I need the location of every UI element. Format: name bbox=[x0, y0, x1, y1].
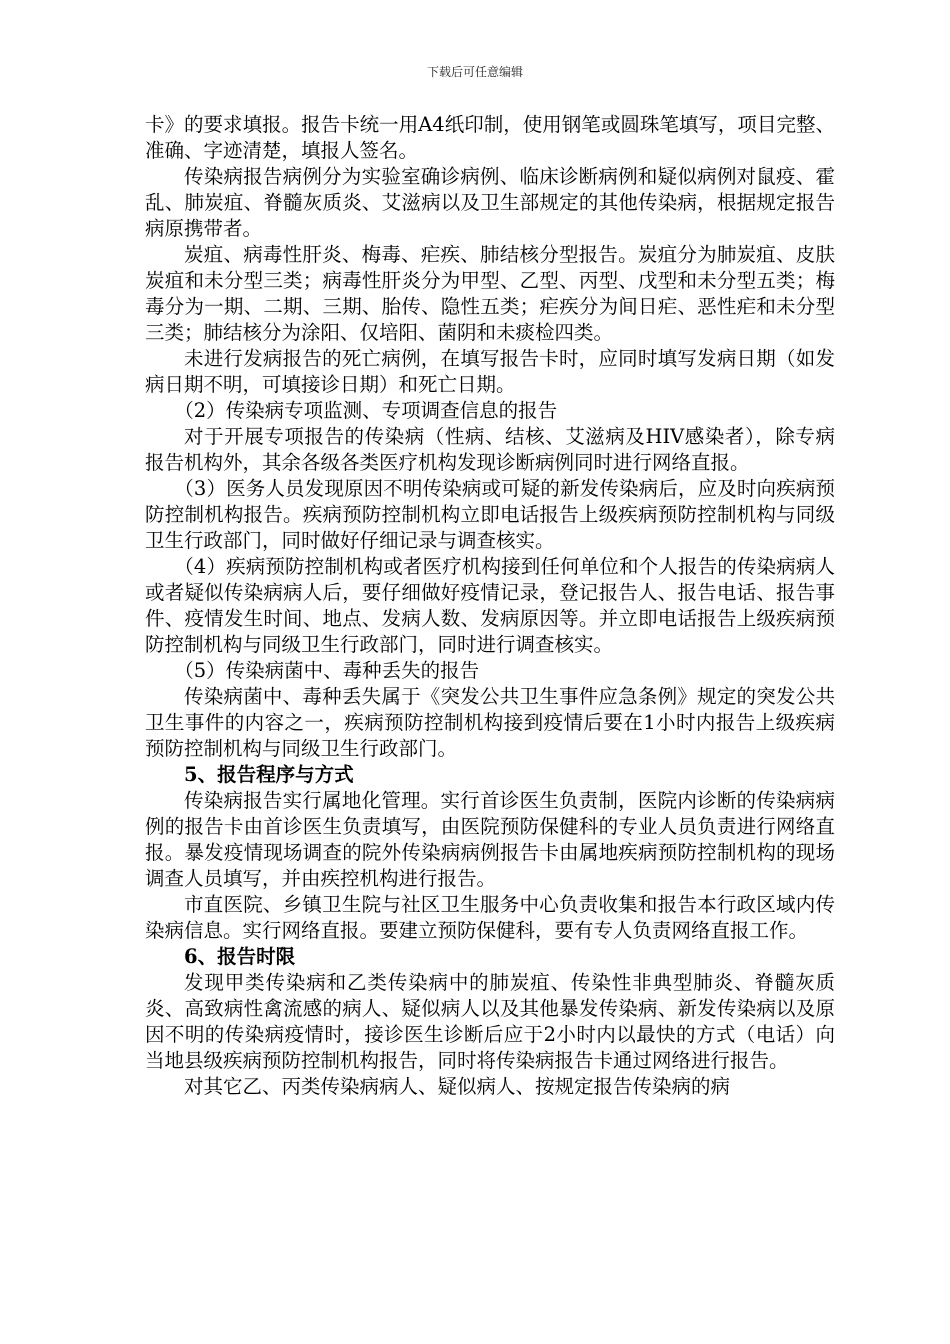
subsection-2-title: （2）传染病专项监测、专项调查信息的报告 bbox=[174, 399, 558, 422]
document-body bbox=[145, 112, 835, 1100]
paragraph-report-card-requirements: 卡》的要求填报。报告卡统一用A4纸印制，使用钢笔或圆珠笔填写，项目完整、准确、字迹清楚，填报人签名。 bbox=[145, 113, 835, 162]
page-header: 下载后可任意编辑 bbox=[426, 65, 523, 79]
paragraph-hospital-responsibility: 市直医院、乡镇卫生院与社区卫生服务中心负责收集和报告本行政区域内传染病信息。实行网络直报。要建立预防保健科，要有专人负责网络直报工作。 bbox=[145, 893, 835, 942]
subsection-4-paragraph: （4）疾病预防控制机构或者医疗机构接到任何单位和个人报告的传染病病人或者疑似传染病病人后，要仔细做好疫情记录，登记报告人、报告电话、报告事件、疫情发生时间、地点、发病人数、发病原因等。并立即电话报告上级疾病预防控制机构与同级卫生行政部门，同时进行调查核实。 bbox=[145, 555, 835, 656]
section-heading-time-limit: 6、报告时限 bbox=[184, 945, 296, 968]
paragraph-class-a-reporting: 发现甲类传染病和乙类传染病中的肺炭疽、传染性非典型肺炎、脊髓灰质炎、高致病性禽流感的病人、疑似病人以及其他暴发传染病、新发传染病以及原因不明的传染病疫情时，接诊医生诊断后应于2小时内以最快的方式（电话）向当地县级疾病预防控制机构报告，同时将传染病报告卡通过网络进行报告。 bbox=[145, 971, 835, 1072]
subsection-5-title: （5）传染病菌中、毒种丢失的报告 bbox=[174, 659, 480, 682]
subsection-3-paragraph: （3）医务人员发现原因不明传染病或可疑的新发传染病后，应及时向疾病预防控制机构报告。疾病预防控制机构立即电话报告上级疾病预防控制机构与同级卫生行政部门，同时做好仔细记录与调查核实。 bbox=[145, 477, 835, 552]
paragraph-death-cases: 未进行发病报告的死亡病例，在填写报告卡时，应同时填写发病日期（如发病日期不明，可填接诊日期）和死亡日期。 bbox=[145, 347, 835, 396]
paragraph-typed-reporting: 炭疽、病毒性肝炎、梅毒、疟疾、肺结核分型报告。炭疽分为肺炭疽、皮肤炭疽和未分型三类；病毒性肝炎分为甲型、乙型、丙型、戊型和未分型五类；梅毒分为一期、二期、三期、胎传、隐性五类；疟疾分为间日疟、恶性疟和未分型三类；肺结核分为涂阳、仅培阳、菌阴和未痰检四类。 bbox=[145, 243, 835, 344]
paragraph-strain-loss: 传染病菌中、毒种丢失属于《突发公共卫生事件应急条例》规定的突发公共卫生事件的内容之一，疾病预防控制机构接到疫情后要在1小时内报告上级疾病预防控制机构与同级卫生行政部门。 bbox=[145, 685, 835, 760]
section-heading-procedure: 5、报告程序与方式 bbox=[184, 763, 354, 786]
paragraph-special-reporting: 对于开展专项报告的传染病（性病、结核、艾滋病及HIV感染者），除专病报告机构外，其余各级各类医疗机构发现诊断病例同时进行网络直报。 bbox=[145, 425, 835, 474]
paragraph-territorial-management: 传染病报告实行属地化管理。实行首诊医生负责制，医院内诊断的传染病病例的报告卡由首诊医生负责填写，由医院预防保健科的专业人员负责进行网络直报。暴发疫情现场调查的院外传染病病例报告卡由属地疾病预防控制机构的现场调查人员填写，并由疾控机构进行报告。 bbox=[145, 789, 835, 890]
paragraph-case-classification: 传染病报告病例分为实验室确诊病例、临床诊断病例和疑似病例对鼠疫、霍乱、肺炭疽、脊髓灰质炎、艾滋病以及卫生部规定的其他传染病，根据规定报告病原携带者。 bbox=[145, 165, 835, 240]
paragraph-other-classes: 对其它乙、丙类传染病病人、疑似病人、按规定报告传染病的病 bbox=[184, 1075, 731, 1098]
